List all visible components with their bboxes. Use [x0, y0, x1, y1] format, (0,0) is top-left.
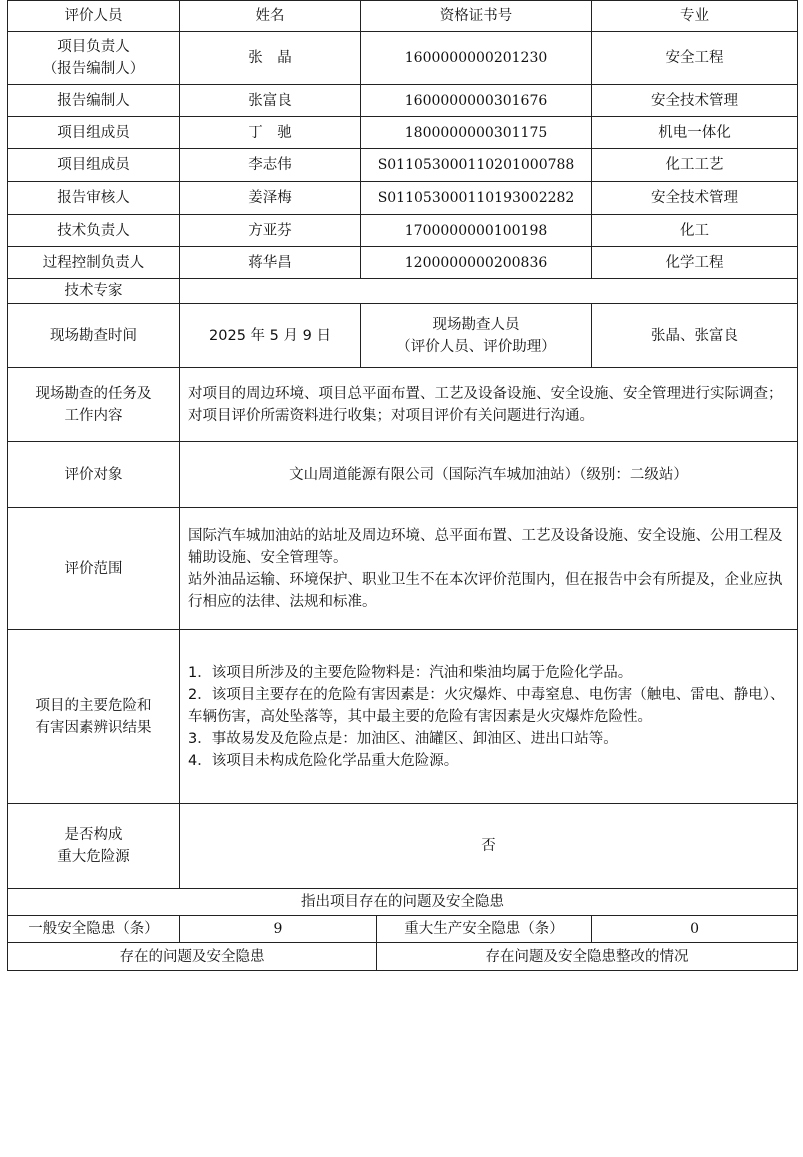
personnel-major: 化学工程	[592, 247, 798, 279]
task-row	[8, 368, 798, 442]
personnel-name: 李志伟	[180, 149, 361, 182]
object-row	[8, 442, 798, 508]
hazard-label-line1: 项目的主要危险和	[35, 697, 152, 714]
personnel-row	[8, 182, 798, 215]
header-cert: 资格证书号	[361, 1, 592, 32]
header-name: 姓名	[180, 1, 361, 32]
personnel-cert: S011053000110201000788	[361, 149, 592, 182]
hazard-label	[8, 630, 180, 804]
personnel-row	[8, 149, 798, 182]
personnel-role	[8, 32, 180, 85]
task-label	[8, 368, 180, 442]
personnel-major: 化工工艺	[592, 149, 798, 182]
personnel-name: 张 晶	[180, 32, 361, 85]
personnel-major: 安全工程	[592, 32, 798, 85]
issues-col-left: 存在的问题及安全隐患	[8, 943, 377, 971]
hazard-label-line2: 有害因素辨识结果	[35, 719, 152, 736]
issues-title: 指出项目存在的问题及安全隐患	[8, 889, 798, 916]
personnel-role-line2: （报告编制人）	[42, 61, 145, 77]
object-content: 文山周道能源有限公司（国际汽车城加油站）（级别：二级站）	[180, 442, 798, 508]
hazard-item: 1．该项目所涉及的主要危险物料是：汽油和柴油均属于危险化学品。	[188, 664, 633, 681]
expert-row	[8, 279, 798, 304]
major-hazard-row	[8, 804, 798, 889]
table-header-row	[8, 1, 798, 32]
hazard-item: 4．该项目未构成危险化学品重大危险源。	[188, 752, 459, 769]
hazard-content	[180, 630, 798, 804]
major-hazard-count-label: 重大生产安全隐患（条）	[377, 916, 592, 943]
personnel-row	[8, 215, 798, 247]
personnel-name: 方亚芬	[180, 215, 361, 247]
personnel-cert: 1200000000200836	[361, 247, 592, 279]
personnel-cert: 1600000000201230	[361, 32, 592, 85]
survey-time-label: 现场勘查时间	[8, 304, 180, 368]
issues-title-row	[8, 889, 798, 916]
evaluation-info-table	[7, 0, 798, 971]
personnel-role: 技术负责人	[8, 215, 180, 247]
major-hazard-value: 否	[180, 804, 798, 889]
personnel-cert: 1700000000100198	[361, 215, 592, 247]
personnel-name: 蒋华昌	[180, 247, 361, 279]
personnel-name: 丁 驰	[180, 117, 361, 149]
major-hazard-label-line2: 重大危险源	[57, 849, 130, 865]
general-hazard-count: 9	[180, 916, 377, 943]
personnel-row	[8, 247, 798, 279]
hazard-row	[8, 630, 798, 804]
personnel-role: 项目组成员	[8, 117, 180, 149]
scope-row	[8, 508, 798, 630]
issues-columns-row	[8, 943, 798, 971]
personnel-row	[8, 85, 798, 117]
personnel-major: 安全技术管理	[592, 182, 798, 215]
survey-staff-value: 张晶、张富良	[592, 304, 798, 368]
survey-time-value: 2025 年 5 月 9 日	[180, 304, 361, 368]
evaluation-report-sheet	[7, 0, 797, 971]
survey-staff-label	[361, 304, 592, 368]
survey-row	[8, 304, 798, 368]
scope-content	[180, 508, 798, 630]
general-hazard-label: 一般安全隐患（条）	[8, 916, 180, 943]
task-content: 对项目的周边环境、项目总平面布置、工艺及设备设施、安全设施、安全管理进行实际调查；对项目评价所需资料进行收集；对项目评价有关问题进行沟通。	[180, 368, 798, 442]
personnel-name: 张富良	[180, 85, 361, 117]
personnel-role: 报告审核人	[8, 182, 180, 215]
header-role: 评价人员	[8, 1, 180, 32]
scope-paragraph: 站外油品运输、环境保护、职业卫生不在本次评价范围内，但在报告中会有所提及，企业应执行相应的法律、法规和标准。	[188, 571, 783, 610]
personnel-major: 化工	[592, 215, 798, 247]
personnel-cert: S011053000110193002282	[361, 182, 592, 215]
hazard-item: 3．事故易发及危险点是：加油区、油罐区、卸油区、进出口站等。	[188, 730, 618, 747]
personnel-row	[8, 117, 798, 149]
major-hazard-label-line1: 是否构成	[64, 827, 123, 843]
task-label-line2: 工作内容	[64, 407, 123, 424]
survey-staff-label-line1: 现场勘查人员	[432, 316, 520, 333]
personnel-row	[8, 32, 798, 85]
issues-count-row	[8, 916, 798, 943]
personnel-name: 姜泽梅	[180, 182, 361, 215]
major-hazard-count: 0	[592, 916, 798, 943]
major-hazard-label	[8, 804, 180, 889]
expert-label: 技术专家	[8, 279, 180, 304]
survey-staff-label-line2: （评价人员、评价助理）	[396, 338, 556, 355]
task-label-line1: 现场勘查的任务及	[35, 385, 152, 402]
header-major: 专业	[592, 1, 798, 32]
personnel-cert: 1800000000301175	[361, 117, 592, 149]
scope-paragraph: 国际汽车城加油站的站址及周边环境、总平面布置、工艺及设备设施、安全设施、公用工程及辅助设施、安全管理等。	[188, 527, 783, 566]
object-label: 评价对象	[8, 442, 180, 508]
personnel-role: 报告编制人	[8, 85, 180, 117]
personnel-role-line1: 项目负责人	[57, 39, 130, 55]
personnel-role: 项目组成员	[8, 149, 180, 182]
personnel-major: 机电一体化	[592, 117, 798, 149]
expert-value	[180, 279, 798, 304]
hazard-item: 2．该项目主要存在的危险有害因素是：火灾爆炸、中毒窒息、电伤害（触电、雷电、静电）、车辆伤害，高处坠落等，其中最主要的危险有害因素是火灾爆炸危险性。	[188, 686, 785, 725]
personnel-role: 过程控制负责人	[8, 247, 180, 279]
personnel-major: 安全技术管理	[592, 85, 798, 117]
personnel-cert: 1600000000301676	[361, 85, 592, 117]
scope-label: 评价范围	[8, 508, 180, 630]
issues-col-right: 存在问题及安全隐患整改的情况	[377, 943, 798, 971]
